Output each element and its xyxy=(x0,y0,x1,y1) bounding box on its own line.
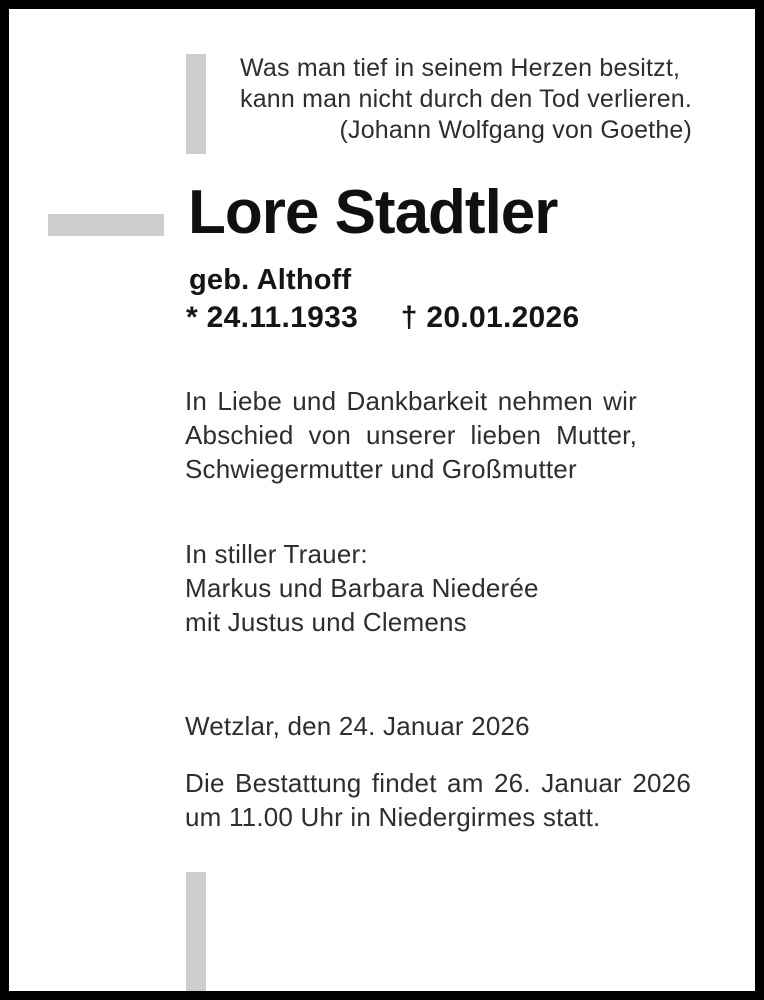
mourner-line: mit Justus und Clemens xyxy=(185,607,467,637)
deceased-name: Lore Stadtler xyxy=(188,178,558,247)
name-accent-bar xyxy=(48,214,164,236)
farewell-line: In Liebe und Dankbarkeit nehmen wir xyxy=(185,386,637,416)
mourner-line: Markus und Barbara Niederée xyxy=(185,573,539,603)
life-dates xyxy=(186,300,580,336)
quote-line-1: Was man tief in seinem Herzen besitzt, xyxy=(240,54,681,82)
quote-accent-bar xyxy=(186,54,206,154)
place-date: Wetzlar, den 24. Januar 2026 xyxy=(185,711,530,741)
birth-date: * 24.11.1933 xyxy=(186,301,359,334)
mourners-intro: In stiller Trauer: xyxy=(185,539,368,569)
funeral-info xyxy=(185,766,691,834)
quote-line-2: kann man nicht durch den Tod verlieren. xyxy=(240,85,693,113)
footer-accent-bar xyxy=(186,872,206,991)
maiden-name: geb. Althoff xyxy=(189,264,352,296)
quote-attribution: (Johann Wolfgang von Goethe) xyxy=(339,116,693,144)
farewell-line: Schwiegermutter und Großmutter xyxy=(185,454,577,484)
mourners-block xyxy=(185,537,539,639)
farewell-text xyxy=(185,384,637,486)
funeral-line: um 11.00 Uhr in Niedergirmes statt. xyxy=(185,802,601,832)
farewell-line: Abschied von unserer lieben Mutter, xyxy=(185,420,637,450)
death-date: † 20.01.2026 xyxy=(400,301,580,334)
funeral-line: Die Bestattung findet am 26. Januar 2026 xyxy=(185,768,691,798)
memorial-quote xyxy=(240,53,692,146)
